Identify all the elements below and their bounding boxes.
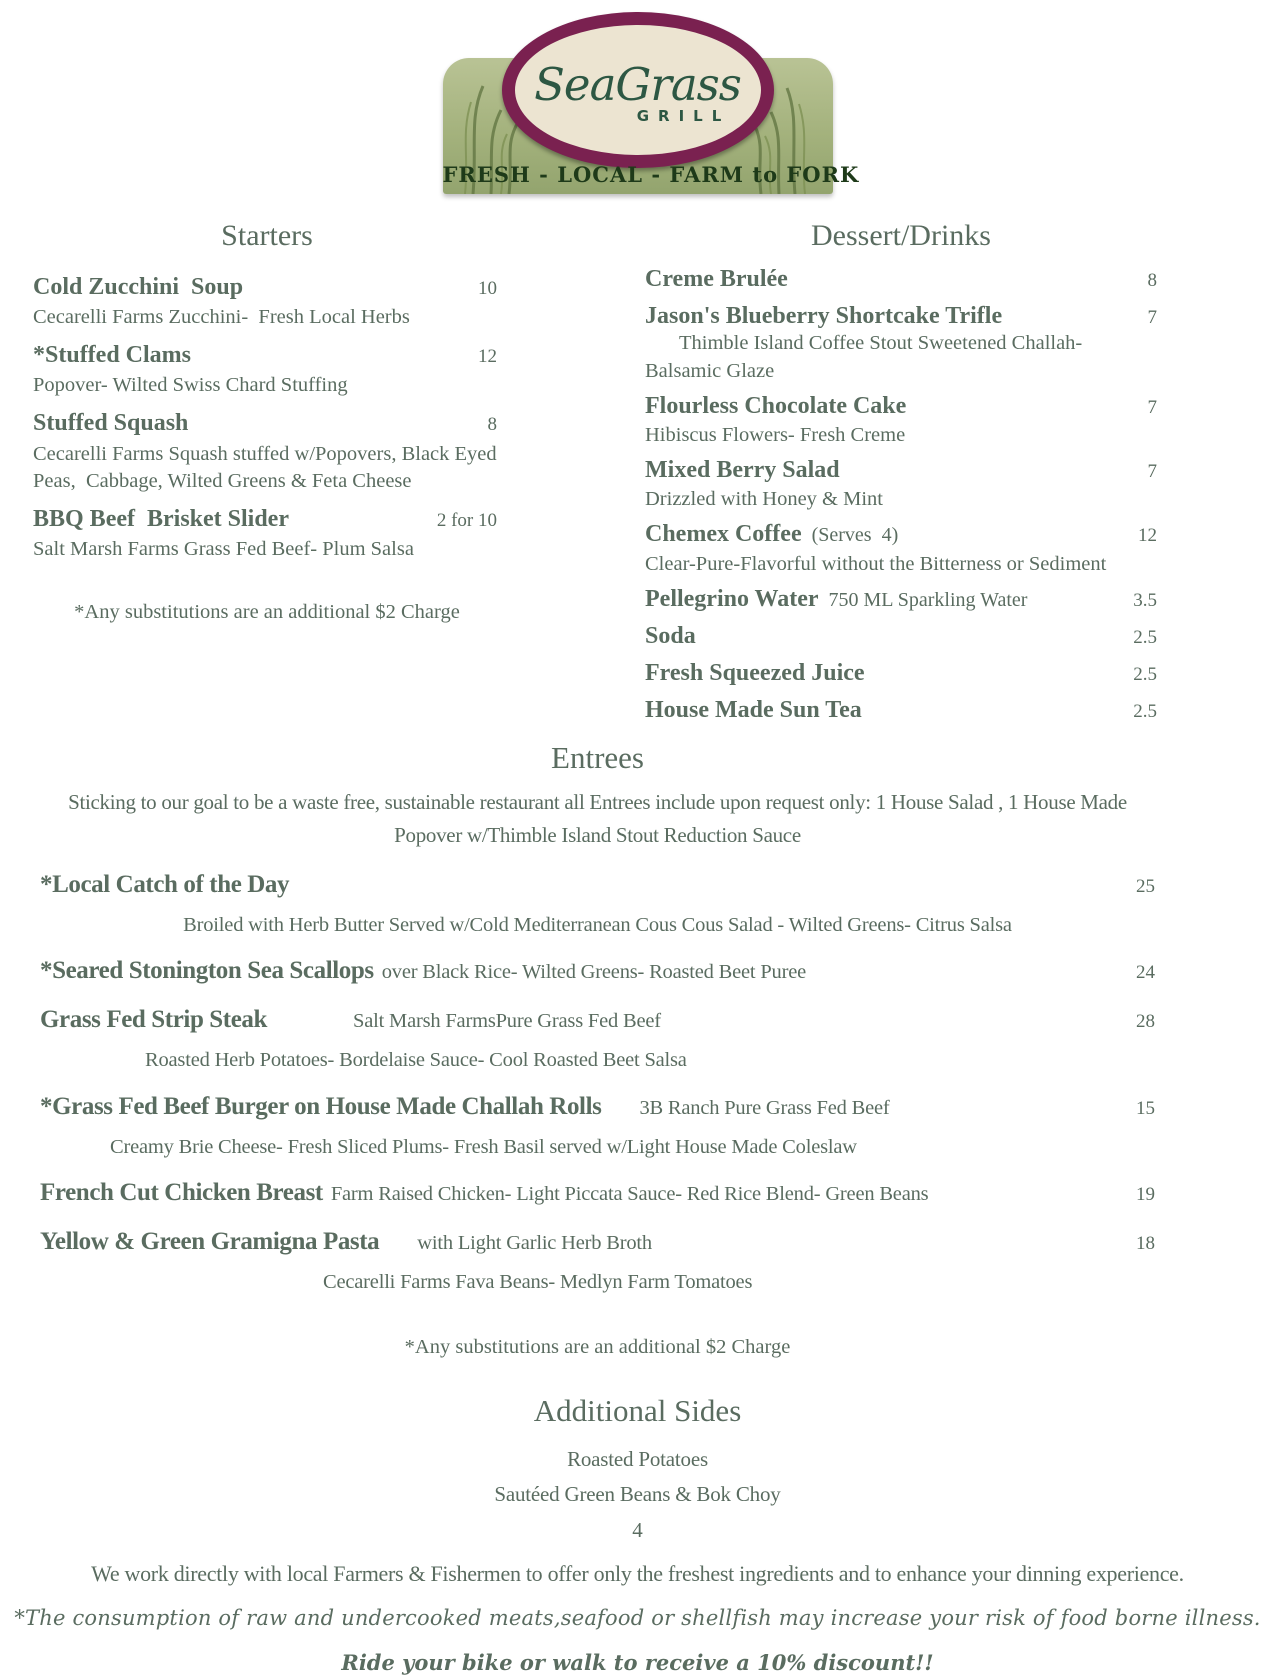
menu-item-price: 3.5 <box>1133 589 1157 611</box>
menu-item-suffix: Farm Raised Chicken- Light Piccata Sauce- Red Rice Blend- Green Beans <box>330 1183 929 1206</box>
menu-item-suffix: over Black Rice- Wilted Greens- Roasted Beet Puree <box>381 961 807 984</box>
menu-item-row <box>645 519 1157 550</box>
menu-item-row <box>645 301 1157 332</box>
menu-item-price: 2.5 <box>1133 626 1157 648</box>
sides-section <box>0 1393 1275 1543</box>
menu-item-name: House Made Sun Tea <box>645 697 862 724</box>
menu-item-price: 8 <box>487 414 497 436</box>
menu-item-row <box>645 621 1157 652</box>
menu-item-row <box>33 408 501 439</box>
brand-name: SeaGrass <box>534 58 741 111</box>
menu-item-desc: Cecarelli Farms Squash stuffed w/Popovers, Black Eyed Peas, Cabbage, Wilted Greens & Feta Cheese <box>33 442 502 492</box>
menu-item-desc: Broiled with Herb Butter Served w/Cold Mediterranean Cous Cous Salad - Wilted Greens- Citrus Salsa <box>183 913 1012 936</box>
menu-item-row <box>40 869 1155 900</box>
menu-item-price: 19 <box>1136 1184 1155 1206</box>
menu-item-price: 2 for 10 <box>436 509 497 531</box>
menu-item-row <box>645 264 1157 295</box>
menu-item-row <box>33 272 501 303</box>
side-item: Sautéed Green Beans & Bok Choy <box>494 1481 781 1506</box>
menu-item-desc: Roasted Herb Potatoes- Bordelaise Sauce- Cool Roasted Beet Salsa <box>145 1048 687 1071</box>
menu-item-suffix: 3B Ranch Pure Grass Fed Beef <box>639 1096 890 1119</box>
menu-item-price: 7 <box>1147 307 1157 329</box>
menu-item-name: Soda <box>645 622 696 649</box>
menu-item-price: 12 <box>1138 525 1157 547</box>
sides-title: Additional Sides <box>533 1392 742 1428</box>
menu-item-name: Yellow & Green Gramigna Pasta <box>40 1227 380 1255</box>
menu-item-name: Flourless Chocolate Cake <box>645 392 907 419</box>
menu-item-name: BBQ Beef Brisket Slider <box>33 505 289 532</box>
menu-item-row <box>33 340 501 371</box>
menu-item-row <box>645 391 1157 422</box>
menu-item-row <box>645 455 1157 486</box>
menu-item-name: Chemex Coffee (Serves 4) <box>645 521 899 548</box>
menu-item-desc: Clear-Pure-Flavorful without the Bitterness or Sediment <box>645 552 1107 575</box>
menu-item-name: Pellegrino Water 750 ML Sparkling Water <box>645 585 1028 612</box>
menu-item-name: *Seared Stonington Sea Scallops <box>40 957 374 985</box>
top-columns <box>0 218 1275 726</box>
menu-item-suffix: Salt Marsh FarmsPure Grass Fed Beef <box>353 1009 661 1032</box>
menu-item-desc: Drizzled with Honey & Mint <box>645 488 883 511</box>
menu-item-price: 8 <box>1147 270 1157 291</box>
entrees-note: Sticking to our goal to be a waste free, sustainable restaurant all Entrees include upon request only: 1 House Salad , 1 House Made Popover w/Thimble Island Stout Reduction Sauce <box>68 790 1127 847</box>
menu-item-price: 2.5 <box>1133 664 1157 686</box>
menu-item-name: *Grass Fed Beef Burger on House Made Challah Rolls <box>40 1092 602 1120</box>
menu-item-row <box>40 955 1155 986</box>
footer-sourcing-note: We work directly with local Farmers & Fishermen to offer only the freshest ingredients and to enhance your dinning experience. <box>91 1560 1184 1586</box>
menu-item-row <box>40 1004 1155 1035</box>
footer-health-warning: *The consumption of raw and undercooked meats,seafood or shellfish may increase your risk of food borne illness. <box>14 1605 1261 1630</box>
menu-item-row <box>40 1177 1155 1208</box>
starters-section <box>33 218 501 726</box>
menu-item-suffix: with Light Garlic Herb Broth <box>417 1231 652 1254</box>
substitution-note: *Any substitutions are an additional $2 Charge <box>404 1335 791 1358</box>
menu-item-name: Jason's Blueberry Shortcake Trifle <box>645 303 1003 330</box>
starters-title: Starters <box>221 219 313 252</box>
menu-item-desc: Balsamic Glaze <box>645 359 775 382</box>
menu-item-price: 10 <box>478 278 497 299</box>
menu-item-price: 28 <box>1136 1010 1155 1032</box>
menu-item-row <box>40 1226 1155 1257</box>
menu-item-desc: Cecarelli Farms Fava Beans- Medlyn Farm Tomatoes <box>323 1270 753 1293</box>
menu-item-name: Creme Brulée <box>645 266 788 292</box>
footer-discount-note: Ride your bike or walk to receive a 10% discount!! <box>341 1649 934 1675</box>
menu-item-price: 15 <box>1136 1097 1155 1119</box>
menu-item-desc: Cecarelli Farms Zucchini- Fresh Local Herbs <box>33 306 410 329</box>
menu-item-row <box>645 695 1157 726</box>
menu-item-row <box>33 504 501 535</box>
menu-item-price: 24 <box>1136 962 1155 984</box>
menu-item-price: 7 <box>1147 461 1157 483</box>
menu-item-name: *Stuffed Clams <box>33 342 192 369</box>
menu-item-name: Grass Fed Strip Steak <box>40 1005 268 1033</box>
menu-item-price: 2.5 <box>1133 701 1157 723</box>
substitution-note: *Any substitutions are an additional $2 Charge <box>74 600 460 623</box>
menu-item-desc: Popover- Wilted Swiss Chard Stuffing <box>33 374 348 397</box>
restaurant-logo <box>442 10 860 194</box>
desserts-title: Dessert/Drinks <box>811 219 991 252</box>
entrees-title: Entrees <box>551 740 644 776</box>
desserts-section <box>645 218 1157 726</box>
menu-item-name: Stuffed Squash <box>33 410 189 437</box>
entrees-section <box>40 740 1155 1358</box>
logo-tagline: FRESH - LOCAL - FARM to FORK <box>442 162 860 187</box>
side-item: Roasted Potatoes <box>567 1446 708 1471</box>
menu-item-row <box>645 658 1157 689</box>
menu-item-desc: Creamy Brie Cheese- Fresh Sliced Plums- Fresh Basil served w/Light House Made Coleslaw <box>110 1135 857 1158</box>
menu-item-name: French Cut Chicken Breast <box>40 1179 323 1207</box>
menu-item-row <box>645 584 1157 615</box>
menu-item-price: 7 <box>1147 396 1157 418</box>
menu-item-desc: Salt Marsh Farms Grass Fed Beef- Plum Salsa <box>33 537 414 560</box>
menu-item-name: Fresh Squeezed Juice <box>645 660 865 687</box>
brand-subname: GRILL <box>636 107 731 125</box>
menu-item-row <box>40 1091 1155 1122</box>
footer <box>0 1561 1275 1675</box>
menu-item-suffix: (Serves 4) <box>811 524 899 547</box>
menu-item-price: 18 <box>1136 1232 1155 1254</box>
menu-item-desc: Thimble Island Coffee Stout Sweetened Challah- <box>679 332 1083 355</box>
menu-item-price: 25 <box>1136 875 1155 897</box>
menu-item-name: *Local Catch of the Day <box>40 870 290 898</box>
logo-oval <box>502 12 774 168</box>
menu-item-name: Mixed Berry Salad <box>645 457 840 484</box>
sides-price: 4 <box>632 1517 643 1542</box>
menu-item-name: Cold Zucchini Soup <box>33 274 244 300</box>
menu-item-price: 12 <box>478 346 497 368</box>
menu-item-suffix: 750 ML Sparkling Water <box>828 588 1028 611</box>
menu-item-desc: Hibiscus Flowers- Fresh Creme <box>645 424 906 447</box>
